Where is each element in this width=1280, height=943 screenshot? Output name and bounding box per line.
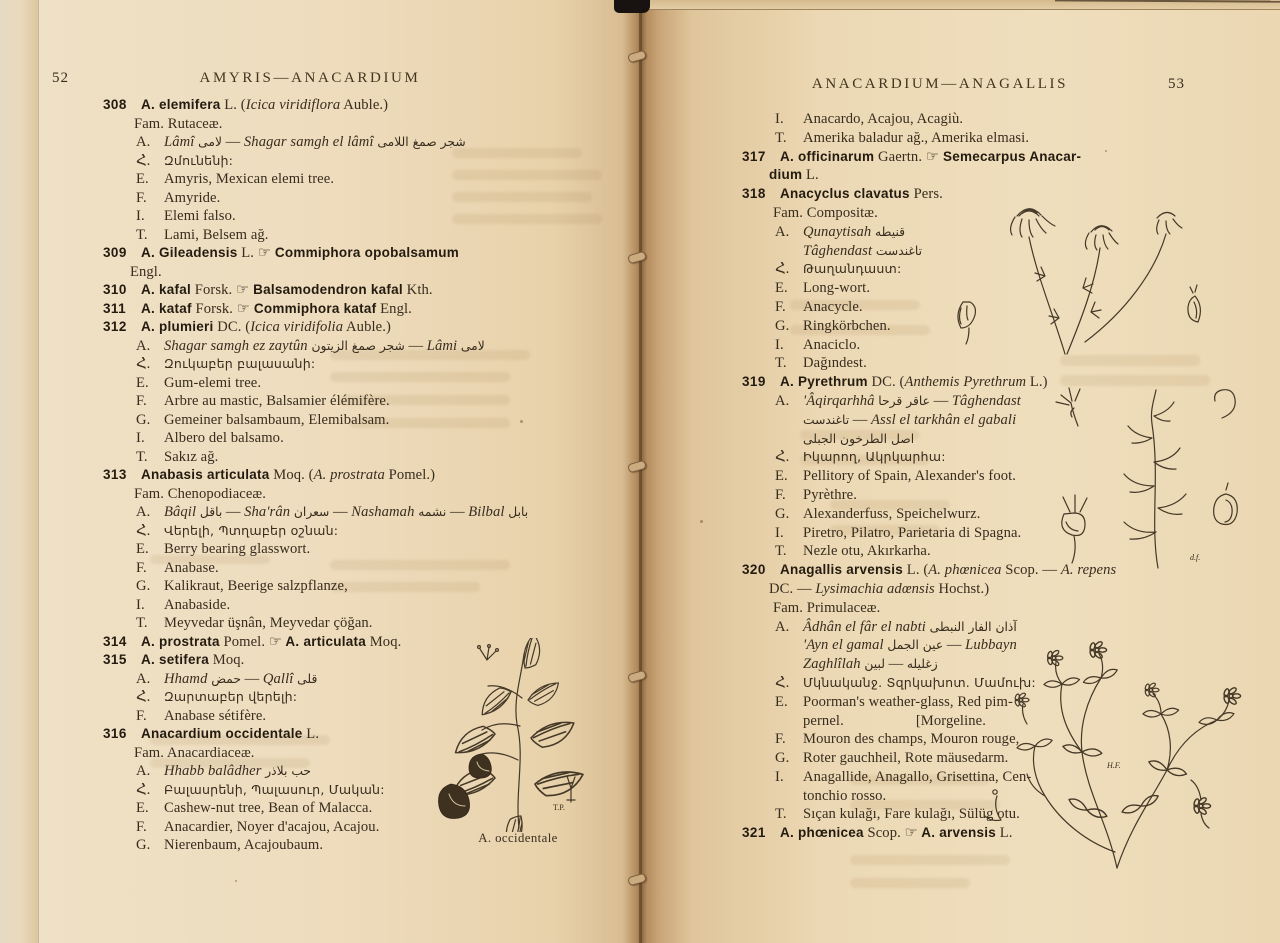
illustrator-signature: H.F.: [1107, 761, 1121, 770]
text-run: Anabaside.: [164, 596, 231, 613]
language-label: Հ.: [136, 152, 151, 169]
language-label: F.: [136, 393, 147, 409]
right-running-header: ANACARDIUM—ANAGALLIS: [811, 76, 1069, 92]
language-label: F.: [775, 486, 786, 503]
text-run: DC. (: [867, 374, 905, 391]
text-run: Anabasis articulata: [141, 467, 270, 482]
text-line: [103, 226, 633, 245]
text-run: Long-wort.: [803, 280, 871, 297]
text-run: Forsk.: [191, 282, 237, 298]
binding-top-notch: [614, 0, 650, 13]
text-run: Fam. Compositæ.: [773, 204, 878, 221]
text-run: Meyvedar üşnân, Meyvedar çöğan.: [164, 615, 373, 631]
text-run: 317: [742, 148, 766, 164]
language-label: G.: [136, 578, 151, 594]
manicule-icon: ☞: [904, 825, 918, 842]
text-run: عين الجمل: [887, 638, 944, 653]
text-run: Moq. (: [269, 467, 314, 483]
entry-line: [103, 244, 633, 263]
cashew-branch-drawing: [425, 638, 607, 832]
text-run: A. plumieri: [141, 319, 214, 334]
text-run: Dağındest.: [803, 355, 867, 372]
cashew-caption: A. occidentale: [478, 831, 558, 845]
text-line: [103, 355, 633, 374]
text-run: Commiphora kataf: [249, 300, 377, 316]
left-running-header: AMYRIS—ANACARDIUM: [199, 70, 421, 86]
text-run: A. setifera: [141, 652, 210, 667]
text-run: Fam. Rutaceæ.: [134, 115, 223, 132]
text-run: Pomel.): [384, 467, 436, 483]
text-run: 311: [103, 300, 126, 316]
text-line: [103, 115, 633, 134]
text-run: A. articulata: [281, 633, 366, 649]
text-run: Roter gauchheil, Rote mäusedarm.: [803, 750, 1009, 767]
language-label: G.: [775, 750, 790, 767]
text-line: [103, 189, 633, 208]
text-run: Nierenbaum, Acajoubaum.: [164, 837, 324, 853]
language-label: I.: [775, 768, 784, 785]
text-line: [103, 429, 633, 448]
text-run: Amyris, Mexican elemi tree.: [164, 171, 335, 187]
text-run: باقل: [199, 505, 223, 519]
text-run: 315: [103, 652, 127, 667]
text-run: —: [404, 337, 427, 354]
text-run: Nashamah: [351, 504, 419, 520]
language-label: Հ.: [775, 449, 790, 466]
text-run: زغليله: [906, 657, 938, 672]
text-run: 321: [742, 825, 766, 841]
text-line: [103, 133, 633, 152]
language-label: E.: [775, 280, 788, 297]
text-run: Hhamd: [164, 670, 212, 687]
entry-line: [103, 300, 633, 319]
language-label: F.: [775, 731, 786, 748]
text-run: نشمه: [418, 505, 447, 519]
language-label: Հ.: [136, 356, 151, 372]
text-run: Arbre au mastic, Balsamier élémifère.: [164, 393, 390, 409]
language-label: I.: [136, 596, 145, 613]
text-run: Gaertn.: [874, 148, 926, 165]
language-label: E.: [136, 171, 149, 187]
language-label: I.: [136, 208, 145, 224]
text-run: Piretro, Pilatro, Parietaria di Spagna.: [803, 524, 1022, 541]
text-run: 308: [103, 97, 127, 112]
language-label: E.: [775, 693, 788, 710]
text-run: Tâghendast: [951, 392, 1021, 409]
language-label: Հ.: [775, 261, 790, 278]
language-label: F.: [136, 707, 147, 724]
language-label: T.: [136, 226, 148, 243]
text-run: Mouron des champs, Mouron rouge,: [803, 731, 1020, 748]
text-run: Scop.: [863, 825, 905, 842]
text-run: Բալասրենի, Պալասուր, Մական:: [164, 781, 385, 797]
language-label: A.: [775, 223, 790, 240]
text-run: Anacardo, Acajou, Acagiù.: [803, 111, 964, 127]
text-run: —: [849, 411, 872, 428]
text-run: 310: [103, 282, 127, 297]
manicule-icon: ☞: [268, 633, 282, 650]
illustrator-signature: d.f.: [1190, 553, 1201, 562]
text-run: 312: [103, 319, 127, 334]
text-run: Ringkörbchen.: [803, 317, 891, 334]
text-run: Pers.: [909, 186, 943, 203]
text-run: Hhabb balâdher: [164, 763, 266, 779]
text-run: Bilbal: [468, 504, 509, 520]
text-run: Anagallide, Anagallo, Grisettina, Cen-: [803, 768, 1032, 785]
text-run: بابل: [508, 505, 529, 519]
language-label: F.: [136, 559, 147, 576]
text-run: Fam. Primulaceæ.: [773, 599, 881, 616]
text-line: [103, 152, 633, 171]
text-run: L.: [237, 245, 258, 261]
language-label: A.: [136, 504, 151, 520]
text-run: L.: [996, 825, 1013, 842]
text-run: Զմունենի:: [164, 152, 234, 168]
language-label: A.: [136, 337, 151, 354]
text-run: لامى: [460, 338, 485, 353]
language-label: A.: [136, 670, 151, 687]
text-run: dium: [769, 167, 803, 183]
text-run: عاقر قرحا: [878, 393, 930, 408]
text-line: [742, 580, 1272, 599]
text-run: 314: [103, 633, 127, 649]
text-run: —: [446, 504, 469, 520]
text-run: تاغندست: [803, 412, 850, 427]
text-run: Engl.: [130, 263, 162, 280]
text-line: [103, 411, 633, 430]
language-label: T.: [775, 129, 787, 146]
text-run: A. elemifera: [141, 97, 221, 112]
language-label: T.: [136, 615, 148, 631]
language-label: G.: [136, 411, 151, 428]
language-label: A.: [775, 392, 790, 409]
text-run: Anacycle.: [803, 298, 863, 315]
text-line: [103, 522, 633, 541]
manicule-icon: ☞: [925, 148, 939, 165]
anagallis-illustration: [965, 610, 1277, 872]
text-run: Իկարող, Ակրկարհա:: [803, 449, 946, 465]
text-run: —: [222, 504, 245, 520]
text-run: Kalikraut, Beerige salzpflanze,: [164, 578, 348, 594]
text-line: [103, 448, 633, 467]
text-run: —: [943, 637, 966, 654]
text-run: Zaghlîlah: [803, 656, 865, 673]
text-run: L.): [1026, 374, 1048, 391]
text-run: Cashew-nut tree, Bean of Malacca.: [164, 800, 373, 816]
language-label: Հ.: [136, 689, 151, 705]
text-run: Poorman's weather-glass, Red pim-: [803, 693, 1013, 710]
text-run: Qunaytisah: [803, 223, 876, 240]
text-run: L.: [802, 167, 819, 184]
text-run: Balsamodendron kafal: [249, 282, 403, 297]
text-run: DC. (: [213, 319, 251, 335]
text-line: [103, 207, 633, 226]
text-run: —: [884, 656, 907, 673]
text-run: حب بلاذر: [265, 764, 311, 778]
text-line: [103, 263, 633, 282]
text-run: Pellitory of Spain, Alexander's foot.: [803, 468, 1017, 485]
language-label: E.: [136, 374, 149, 391]
text-line: [103, 596, 633, 615]
text-run: pernel.: [803, 712, 844, 729]
text-run: Anacardier, Noyer d'acajou, Acajou.: [164, 818, 380, 835]
language-label: Հ.: [136, 522, 151, 539]
language-label: I.: [775, 524, 784, 541]
text-run: Tâghendast: [803, 242, 876, 259]
text-run: Auble.): [340, 97, 389, 113]
text-run: A. kafal: [141, 282, 192, 297]
text-run: Anaciclo.: [803, 336, 861, 353]
language-label: I.: [775, 336, 784, 353]
text-run: Sakız ağ.: [164, 448, 219, 465]
language-label: E.: [775, 468, 788, 485]
text-run: A. arvensis: [917, 825, 997, 841]
text-run: شجر صمغ اللامى: [377, 135, 466, 149]
text-run: —: [222, 134, 244, 150]
text-run: 319: [742, 374, 766, 390]
text-run: Auble.): [343, 319, 391, 335]
text-run: Lubbayn: [965, 637, 1017, 654]
text-run: [Morgeline.: [915, 712, 986, 729]
language-label: A.: [775, 618, 790, 635]
language-label: E.: [136, 541, 149, 557]
text-run: Fam. Chenopodiaceæ.: [134, 485, 267, 502]
text-run: —: [929, 392, 952, 409]
text-run: Մկնականջ. Տզրկախոտ. Մամուխ:: [803, 674, 1036, 690]
text-run: Gum-elemi tree.: [164, 374, 262, 391]
text-line: [103, 170, 633, 189]
text-run: Engl.: [376, 300, 412, 317]
text-run: Kth.: [402, 282, 433, 298]
text-run: A. kataf: [141, 300, 192, 316]
ghost-text-smudge: [850, 878, 970, 888]
right-page-number: 53: [1168, 76, 1185, 92]
text-run: Elemi falso.: [164, 208, 236, 224]
text-run: اصل الطرخون الجبلى: [803, 431, 915, 446]
text-run: 'Âqirqarhhâ: [803, 392, 879, 409]
text-run: Moq.: [209, 652, 245, 668]
text-run: 313: [103, 467, 127, 482]
text-line: [103, 503, 633, 522]
text-line: [103, 374, 633, 393]
text-run: 309: [103, 245, 127, 260]
text-run: —: [329, 504, 352, 520]
language-label: T.: [775, 355, 787, 372]
text-line: [103, 540, 633, 559]
text-line: [103, 559, 633, 578]
text-line: [103, 337, 633, 356]
text-run: Amyride.: [164, 189, 221, 206]
language-label: G.: [136, 837, 151, 853]
text-run: Forsk.: [191, 300, 237, 317]
text-run: L.: [302, 726, 320, 742]
text-line: [742, 110, 1272, 129]
text-line: [742, 129, 1272, 148]
anacardium-illustration: [425, 638, 607, 832]
text-run: Bâqil: [164, 504, 200, 520]
text-run: قنيطه: [875, 224, 906, 239]
language-label: Հ.: [136, 781, 151, 798]
underlying-page-edge: [0, 0, 39, 943]
text-line: [103, 485, 633, 504]
text-run: Berry bearing glasswort.: [164, 541, 311, 557]
text-run: Թաղանդաստ:: [803, 261, 902, 277]
text-run: A. phœnicea: [780, 825, 864, 841]
anacyclus-drawing: [945, 192, 1217, 366]
text-run: سعران: [293, 505, 330, 519]
language-label: I.: [775, 111, 784, 127]
text-run: Pomel.: [219, 633, 269, 650]
text-run: DC. —: [769, 580, 816, 597]
text-run: L. (: [903, 562, 929, 579]
text-run: A. phœnicea: [928, 562, 1002, 579]
text-line: [103, 392, 633, 411]
text-run: Commiphora opobalsamum: [270, 245, 459, 260]
entry-line: [103, 281, 633, 300]
text-run: —: [241, 670, 263, 687]
text-run: Icica viridifolia: [250, 319, 344, 335]
text-run: Lysimachia adœnsis: [815, 580, 935, 597]
text-run: تاغندست: [875, 243, 923, 258]
language-label: I.: [136, 430, 145, 446]
text-run: tonchio rosso.: [803, 787, 887, 804]
text-run: L. (: [220, 97, 246, 113]
language-label: T.: [136, 448, 148, 465]
text-run: Վերելի, Պտղաբեր օշնան:: [164, 522, 339, 538]
text-run: A. repens: [1060, 562, 1117, 579]
text-line: [103, 614, 633, 633]
text-run: Gemeiner balsambaum, Elemibalsam.: [164, 411, 390, 428]
text-run: شجر صمغ الزيتون: [311, 338, 405, 353]
text-run: Icica viridiflora: [245, 97, 341, 113]
text-run: Զուկաբեր բալասանի:: [164, 356, 316, 371]
entry-line: [742, 148, 1272, 167]
text-run: 318: [742, 186, 766, 202]
text-run: Semecarpus Anacar-: [938, 148, 1082, 164]
language-label: G.: [775, 505, 790, 522]
text-run: Moq.: [365, 633, 402, 650]
text-run: Anacardium occidentale: [141, 726, 303, 741]
text-run: Sha'rân: [244, 504, 294, 520]
language-label: T.: [775, 543, 787, 560]
text-run: Lâmî: [164, 134, 199, 150]
text-run: A. Pyrethrum: [780, 374, 868, 390]
text-run: لامى: [198, 135, 223, 149]
text-run: Âdhân el fâr el nabti: [803, 618, 930, 635]
language-label: A.: [136, 763, 151, 779]
entry-line: [103, 466, 633, 485]
language-label: F.: [136, 818, 147, 835]
text-run: 320: [742, 562, 766, 578]
text-run: A. prostrata: [313, 467, 385, 483]
text-line: [103, 577, 633, 596]
anagallis-drawing: [965, 610, 1277, 872]
text-run: لبين: [864, 657, 885, 672]
text-run: 316: [103, 726, 127, 741]
text-run: Զարտաբեր վերելի:: [164, 689, 298, 704]
text-run: Albero del balsamo.: [164, 430, 284, 446]
text-run: Assl el tarkhân el gabali: [871, 411, 1017, 428]
text-line: [742, 166, 1272, 185]
language-label: F.: [775, 298, 786, 315]
language-label: T.: [775, 806, 787, 823]
text-run: Pyrèthre.: [803, 486, 857, 503]
text-run: Scop. —: [1001, 562, 1061, 579]
text-run: Lami, Belsem ağ.: [164, 226, 269, 243]
text-run: Anthemis Pyrethrum: [904, 374, 1027, 391]
manicule-icon: ☞: [257, 245, 271, 261]
text-run: Lâmi: [426, 337, 461, 354]
text-run: Anabase.: [164, 559, 219, 576]
language-label: F.: [136, 189, 147, 206]
left-page-number: 52: [52, 70, 69, 86]
entry-line: [103, 318, 633, 337]
anacyclus-illustration: [945, 192, 1217, 366]
language-label: Հ.: [775, 674, 790, 691]
text-run: Amerika baladur ağ., Amerika elmasi.: [803, 129, 1030, 146]
entry-line: [103, 96, 633, 115]
language-label: G.: [775, 317, 790, 334]
text-run: Hochst.): [934, 580, 990, 597]
manicule-icon: ☞: [236, 282, 250, 298]
text-run: Shagar samgh el lâmî: [243, 134, 378, 150]
text-run: Alexanderfuss, Speichelwurz.: [803, 505, 981, 522]
text-run: A. officinarum: [780, 148, 875, 164]
text-run: A. prostrata: [141, 633, 220, 649]
language-label: E.: [136, 800, 149, 816]
text-run: Qallî: [262, 670, 298, 687]
text-run: A. Gileadensis: [141, 245, 238, 260]
manicule-icon: ☞: [236, 300, 250, 317]
text-run: Anacyclus clavatus: [780, 186, 910, 202]
illustrator-signature: T.P.: [553, 803, 565, 812]
text-run: Fam. Anacardiaceæ.: [134, 744, 255, 761]
text-run: Shagar samgh ez zaytûn: [164, 337, 312, 354]
text-run: Anagallis arvensis: [780, 562, 904, 578]
text-run: Nezle otu, Akırkarha.: [803, 543, 931, 560]
pyrethrum-illustration: [1030, 382, 1252, 570]
text-run: قلى: [297, 671, 318, 686]
gutter-crease: [639, 0, 642, 943]
text-run: Sıçan kulağı, Fare kulağı, Sülüg otu.: [803, 806, 1020, 823]
text-run: Anabase sétifère.: [164, 707, 267, 724]
pyrethrum-drawing: [1030, 382, 1252, 570]
text-run: آذان الفار النبطى: [929, 619, 1017, 634]
language-label: A.: [136, 134, 151, 150]
text-run: 'Ayn el gamal: [803, 637, 888, 654]
text-run: حمض: [211, 671, 241, 686]
